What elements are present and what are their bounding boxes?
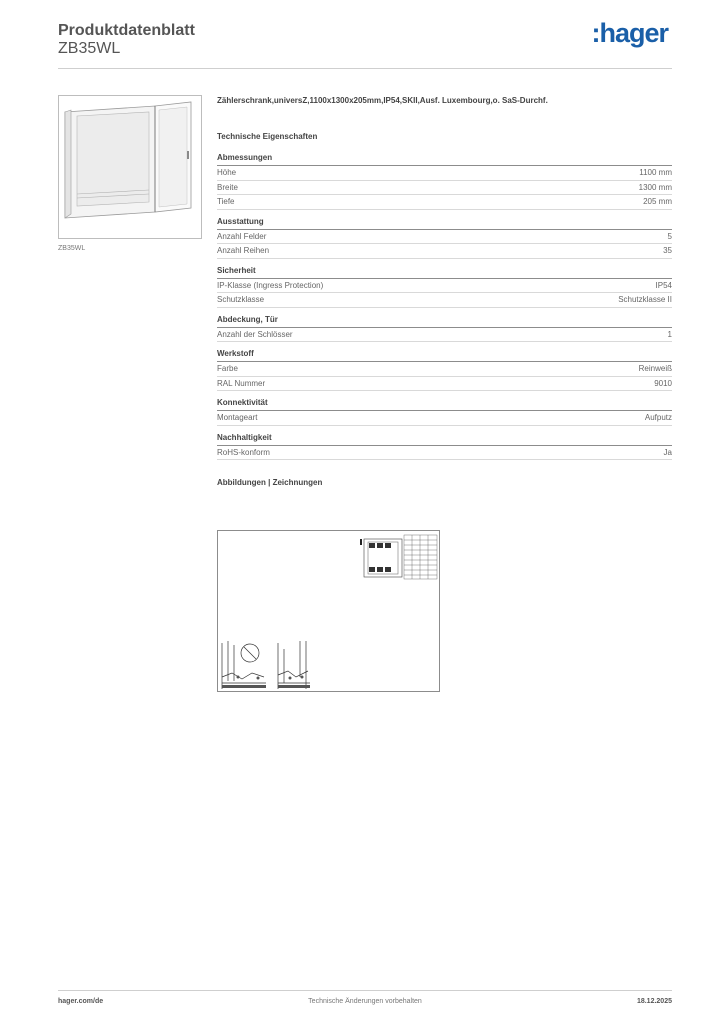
- footer-notice: Technische Änderungen vorbehalten: [308, 998, 422, 1005]
- property-group: [217, 433, 672, 461]
- property-group: [217, 266, 672, 308]
- property-row: [217, 411, 672, 426]
- property-value: Reinweiß: [638, 364, 672, 373]
- property-value: 5: [667, 231, 672, 241]
- property-row: [217, 181, 672, 196]
- property-value: Ja: [663, 447, 672, 457]
- property-group: [217, 349, 672, 391]
- drawing-sheet: [218, 531, 439, 691]
- property-label: Breite: [217, 182, 238, 192]
- property-group: [217, 315, 672, 343]
- page-header: [58, 20, 672, 68]
- property-row: [217, 328, 672, 343]
- page-title: Produktdatenblatt: [58, 22, 195, 39]
- property-row: [217, 244, 672, 259]
- product-description: Zählerschrank,universZ,1100x1300x205mm,IP54,SKII,Ausf. Luxembourg,o. SaS-Durchf.: [217, 96, 548, 105]
- product-details: [217, 96, 672, 492]
- property-row: [217, 377, 672, 392]
- property-value: 35: [663, 246, 672, 255]
- property-label: Schutzklasse: [217, 295, 265, 304]
- property-label: Anzahl Reihen: [217, 246, 270, 255]
- property-row: [217, 279, 672, 294]
- property-group: [217, 153, 672, 210]
- group-title: Abdeckung, Tür: [217, 315, 672, 328]
- property-label: Anzahl Felder: [217, 231, 267, 241]
- property-label: RAL Nummer: [217, 378, 266, 388]
- property-row: [217, 230, 672, 245]
- footer-date: 18.12.2025: [636, 998, 672, 1005]
- property-label: Höhe: [217, 168, 237, 177]
- property-row: [217, 362, 672, 377]
- property-row: [217, 166, 672, 181]
- group-title: Sicherheit: [217, 266, 672, 279]
- photo-caption: ZB35WL: [58, 245, 86, 252]
- header-divider: [58, 68, 672, 69]
- property-value: 1: [667, 329, 672, 339]
- property-value: Schutzklasse II: [618, 295, 672, 304]
- group-title: Nachhaltigkeit: [217, 433, 672, 446]
- property-label: Farbe: [217, 364, 238, 373]
- property-row: [217, 293, 672, 308]
- property-label: IP-Klasse (Ingress Protection): [217, 280, 324, 290]
- property-label: Montageart: [217, 413, 258, 422]
- footer-website[interactable]: hager.com/de: [58, 998, 104, 1005]
- property-label: Tiefe: [217, 197, 235, 206]
- property-label: RoHS-konform: [217, 447, 270, 457]
- cabinet-illustration: [59, 96, 201, 238]
- product-photo: [58, 95, 202, 239]
- property-value: 9010: [654, 378, 672, 388]
- property-group: [217, 398, 672, 426]
- property-value: 205 mm: [643, 197, 672, 206]
- section-title: Technische Eigenschaften: [217, 132, 318, 141]
- property-value: 1300 mm: [638, 182, 672, 192]
- property-value: IP54: [655, 280, 672, 290]
- technical-drawings: [217, 530, 440, 692]
- property-group: [217, 217, 672, 259]
- property-row: [217, 446, 672, 461]
- property-label: Anzahl der Schlösser: [217, 329, 293, 339]
- footer-divider: [58, 990, 672, 991]
- group-title: Ausstattung: [217, 217, 672, 230]
- group-title: Konnektivität: [217, 398, 672, 411]
- property-groups: [217, 153, 672, 460]
- product-code: ZB35WL: [58, 40, 121, 57]
- drawings-title: Abbildungen | Zeichnungen: [217, 478, 323, 487]
- group-title: Werkstoff: [217, 349, 672, 362]
- property-value: 1100 mm: [639, 168, 672, 177]
- property-row: [217, 195, 672, 210]
- hager-logo: :hager: [591, 18, 668, 48]
- group-title: Abmessungen: [217, 153, 672, 166]
- property-value: Aufputz: [644, 413, 672, 422]
